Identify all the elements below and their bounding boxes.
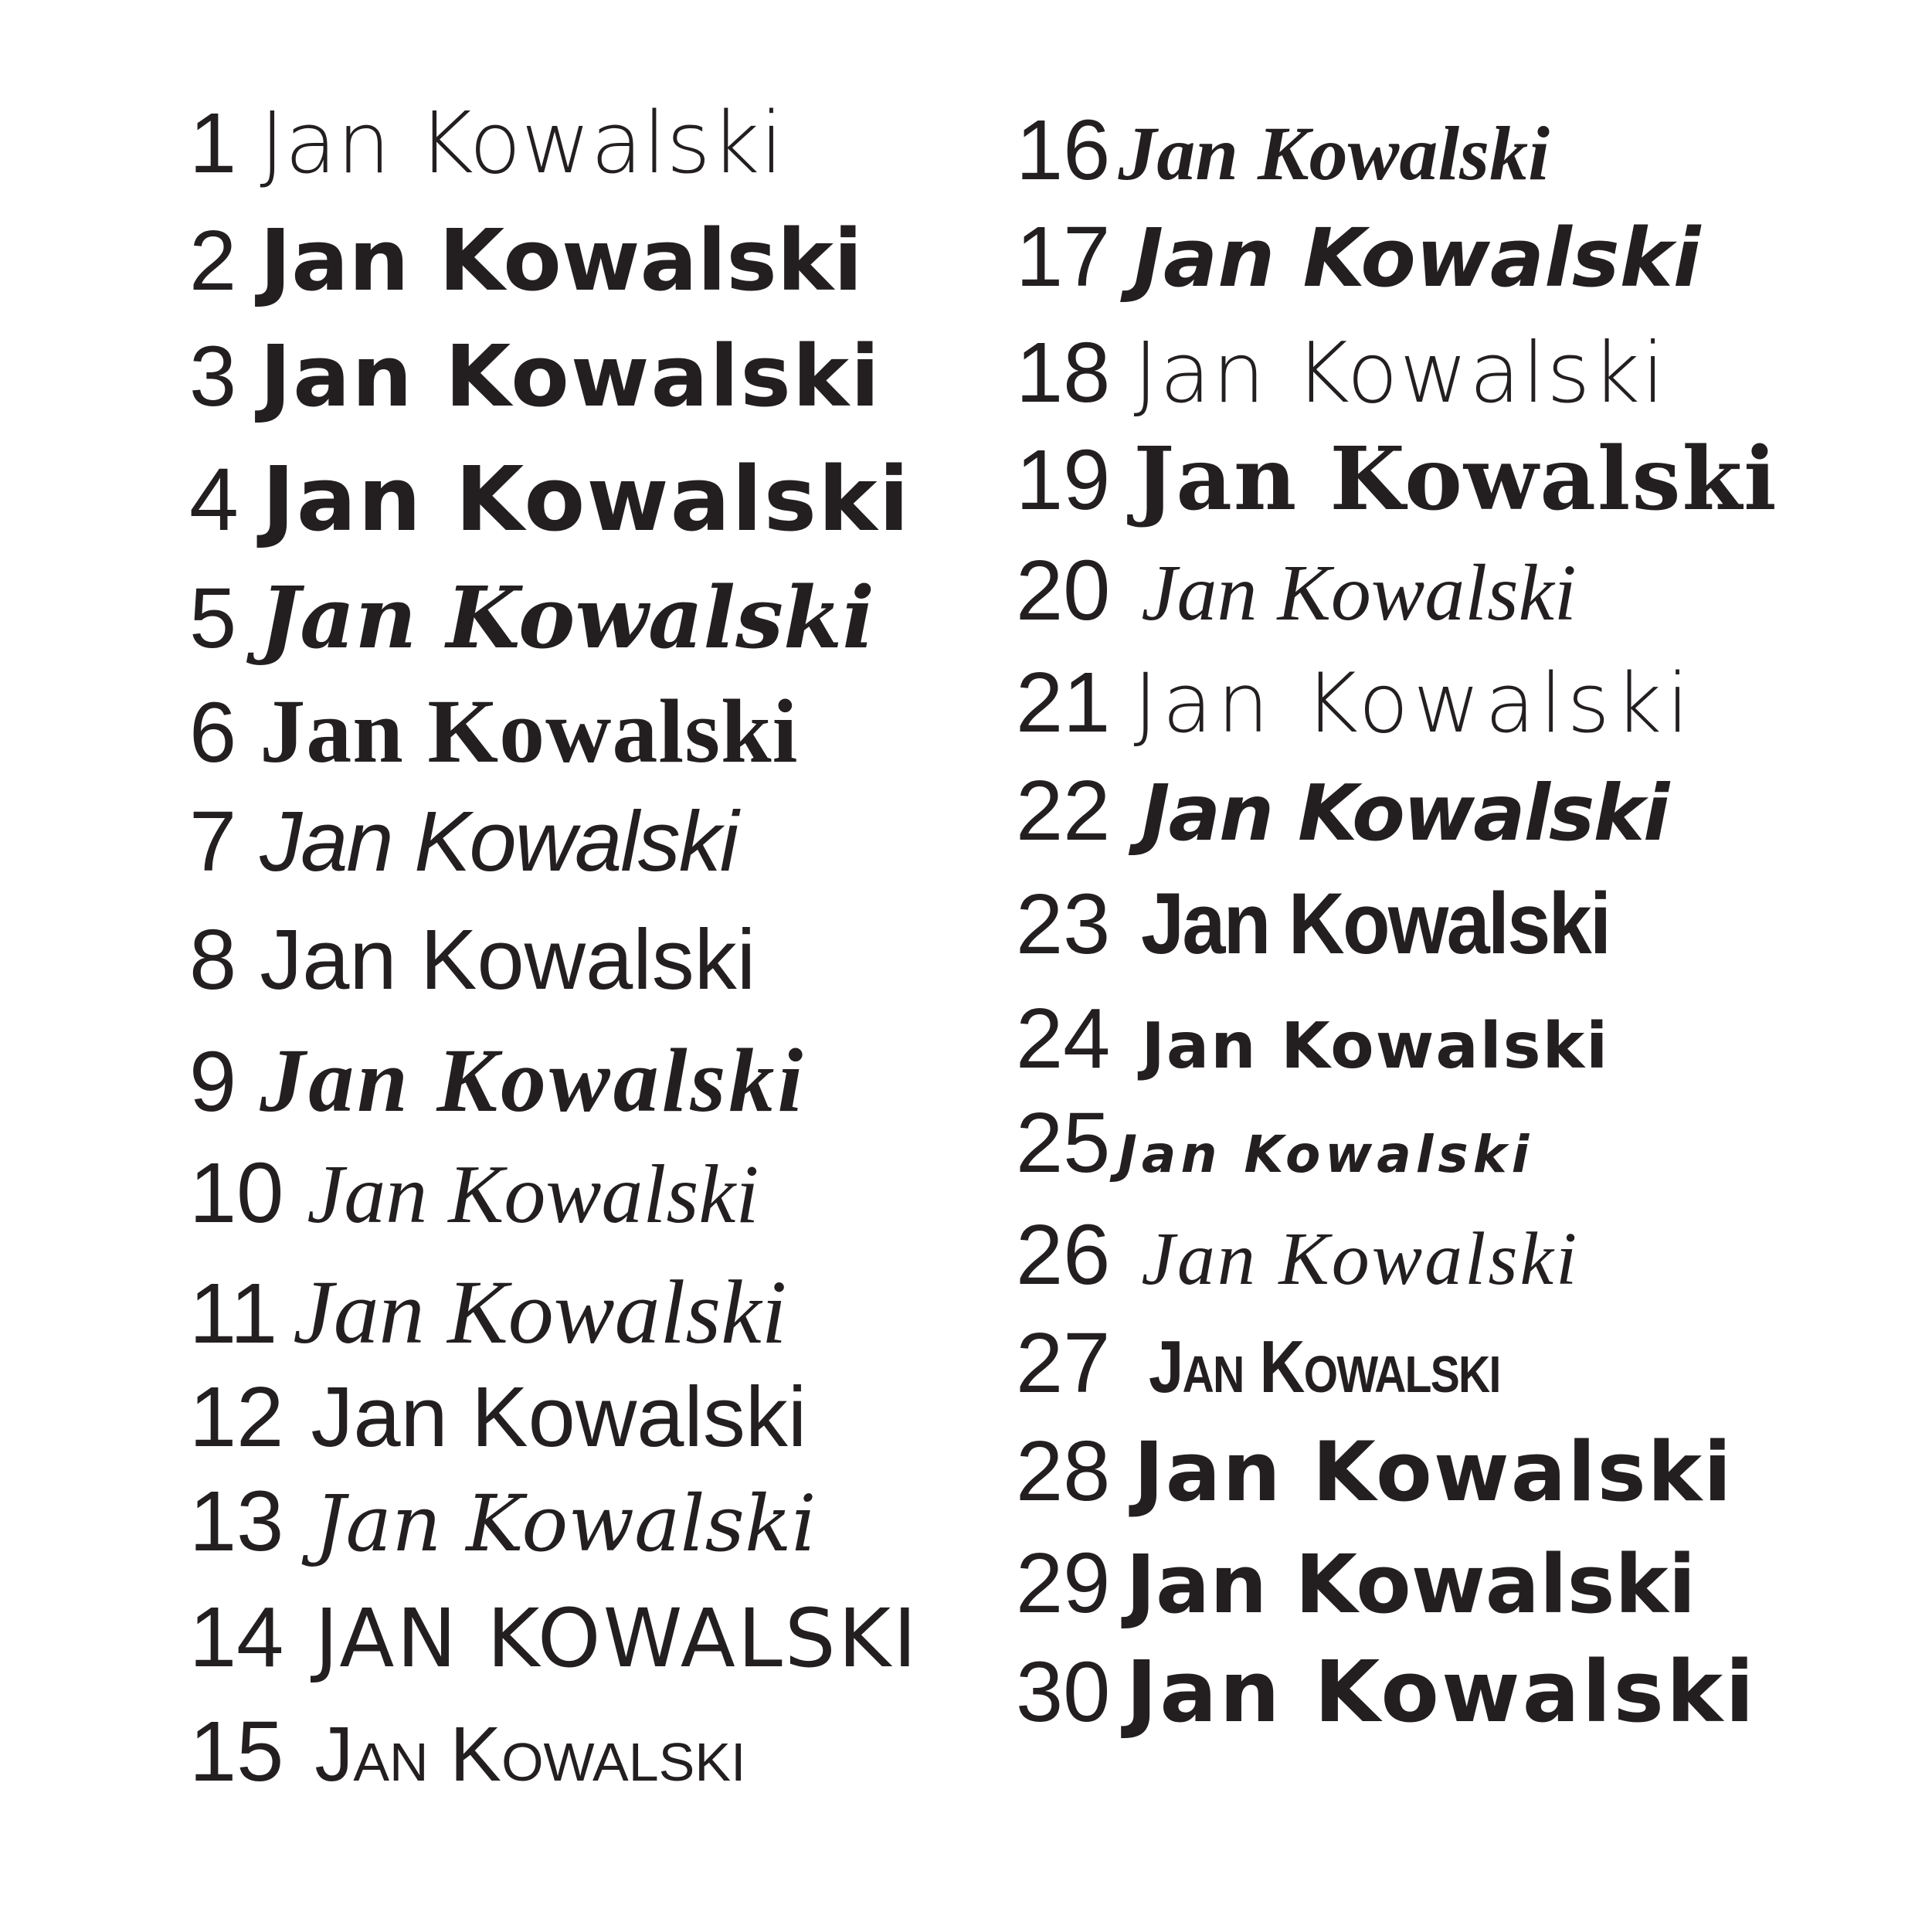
sample-number: 20: [1016, 543, 1111, 638]
sample-number: 25: [1016, 1095, 1111, 1190]
sample-number: 13: [189, 1474, 284, 1569]
sample-name: Jan Kowalski: [260, 912, 756, 1007]
font-sample-14: [189, 1590, 919, 1686]
sample-name: Jan Kowalski: [1126, 1537, 1696, 1632]
sample-number: 26: [1016, 1207, 1111, 1302]
sample-number: 14: [189, 1590, 284, 1685]
sample-name: Jan Kowalski: [1141, 1010, 1610, 1083]
font-sample-16: [1016, 103, 1550, 198]
sample-number: 8: [189, 912, 237, 1007]
font-sample-4: [189, 448, 911, 552]
font-sample-6: [189, 681, 799, 782]
sample-number: 21: [1016, 655, 1111, 750]
sample-name: Jan Kowalski: [260, 568, 875, 667]
sample-name: Jan Kowalski: [260, 93, 784, 192]
font-sample-13: [189, 1474, 817, 1569]
sample-number: 7: [189, 794, 237, 889]
sample-number: 10: [189, 1146, 284, 1241]
sample-number: 12: [189, 1370, 284, 1465]
sample-number: 5: [189, 571, 237, 666]
font-sample-1: [189, 93, 784, 192]
sample-name: Jan Kowalski: [1141, 1217, 1580, 1301]
sample-name: Jan Kowalski: [260, 211, 863, 310]
sample-number: 16: [1016, 103, 1111, 198]
sample-number: 2: [189, 213, 237, 308]
font-sample-18: [1016, 325, 1667, 422]
font-sample-29: [1016, 1536, 1696, 1632]
font-sample-30: [1016, 1642, 1757, 1741]
font-sample-26: [1016, 1207, 1580, 1302]
sample-number: 15: [189, 1704, 284, 1799]
sample-number: 3: [189, 329, 237, 424]
font-sample-11: [189, 1261, 787, 1363]
font-sample-25: [1016, 1095, 1534, 1190]
font-sample-9: [189, 1030, 806, 1131]
sample-name: Jan Kowalski: [311, 1370, 807, 1465]
sample-number: 24: [1016, 991, 1111, 1086]
sample-name: Jan Kowalski: [1118, 110, 1550, 196]
sample-number: 11: [189, 1266, 278, 1361]
sample-name: Jan Kowalski: [307, 1149, 759, 1241]
font-sample-28: [1016, 1424, 1733, 1519]
sample-number: 4: [189, 450, 239, 549]
sample-number: 17: [1016, 209, 1111, 304]
sample-number: 9: [189, 1034, 237, 1129]
font-sample-23: [1016, 875, 1662, 972]
sample-name: Jan Kowalski: [260, 327, 881, 426]
sample-name: Jan Kowalski: [1133, 429, 1778, 530]
font-sample-5: [189, 568, 875, 667]
sample-name: Jan Kowalski: [1133, 656, 1694, 751]
font-sample-12: [189, 1370, 807, 1465]
sample-name: Jan Kowalski: [293, 1261, 787, 1363]
sample-number: 18: [1016, 325, 1111, 420]
sample-name: Jan Kowalski: [314, 1479, 817, 1569]
font-sample-8: [189, 912, 756, 1007]
sample-name: Jan Kowalski: [260, 794, 738, 889]
sample-name: Jan Kowalski: [1133, 1424, 1733, 1519]
sample-number: 30: [1016, 1645, 1111, 1740]
font-sample-21: [1016, 655, 1694, 751]
sample-name: JAN KOWALSKI: [314, 1591, 919, 1686]
sample-name: Jan Kowalski: [1126, 1642, 1757, 1741]
sample-number: 1: [189, 96, 237, 191]
font-sample-10: [189, 1146, 759, 1241]
sample-name: Jan Kowalski: [1141, 768, 1669, 858]
sample-name: Jan Kowalski: [1133, 211, 1701, 305]
sample-number: 28: [1016, 1424, 1111, 1519]
sample-name: Jan Kowalski: [260, 681, 799, 782]
font-sample-15: [189, 1704, 746, 1799]
font-sample-3: [189, 327, 881, 426]
sample-name: Jan Kowalski: [261, 448, 911, 552]
sample-name: Jan Kowalski: [1141, 548, 1577, 637]
font-sample-2: [189, 211, 863, 310]
sample-name: Jan Kowalski: [1133, 325, 1667, 422]
font-sample-7: [189, 794, 738, 889]
sample-name: Jan Kowalski: [314, 1711, 746, 1798]
sample-name: Jan Kowalski: [260, 1030, 806, 1131]
sample-number: 29: [1016, 1536, 1111, 1631]
sample-number: 27: [1016, 1316, 1111, 1411]
font-sample-27: [1016, 1316, 1562, 1411]
font-sample-20: [1016, 543, 1577, 638]
sample-number: 19: [1016, 433, 1111, 528]
font-sample-22: [1016, 763, 1669, 858]
sample-number: 23: [1016, 877, 1111, 972]
sample-name: Jan Kowalski: [1149, 1326, 1500, 1408]
sample-number: 22: [1016, 763, 1111, 858]
sample-name: Jan Kowalski: [1141, 875, 1610, 972]
font-sample-19: [1016, 429, 1778, 530]
font-sample-17: [1016, 209, 1701, 305]
sample-name: Jan Kowalski: [1118, 1125, 1534, 1184]
font-sample-24: [1016, 991, 1610, 1086]
sample-number: 6: [189, 685, 237, 780]
